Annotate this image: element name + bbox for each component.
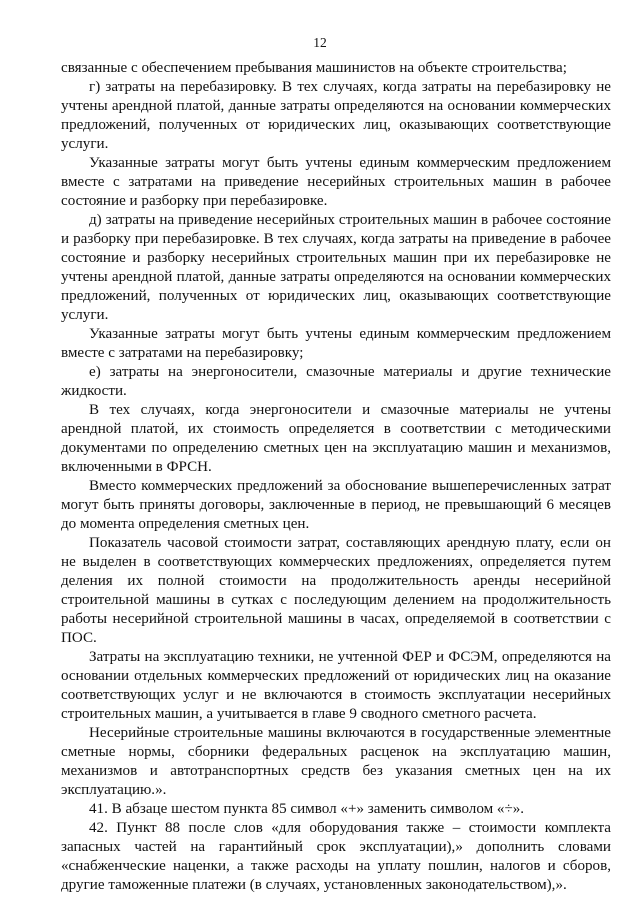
- page-number: 12: [313, 35, 327, 50]
- paragraph-non-serial-machines: Несерийные строительные машины включаются в государственные элементные сметные нормы, сборники федеральных расценок на эксплуатацию машин, механизмов и автотранспортных средств без указания сметных цен на их эксплуатацию.».: [61, 725, 611, 798]
- paragraph-continuation: связанные с обеспечением пребывания машинистов на объекте строительства;: [61, 60, 567, 76]
- paragraph-item-d-working-state-costs: д) затраты на приведение несерийных строительных машин в рабочее состояние и разборку при перебазировке. В тех случаях, когда затраты на приведение в рабочее состояние и разборку несерийных строительных машин при их перебазировке не учтены арендной платой, данные затраты определяются на основании коммерческих предложений, полученных от юридических лиц, оказывающих соответствующие услуги.: [61, 212, 611, 323]
- paragraph-hourly-cost: Показатель часовой стоимости затрат, составляющих арендную плату, если он не выделен в соответствующих коммерческих предложениях, определяется путем деления их полной стоимости на продолжительность аренды несерийной строительной машины в сутках с последующим делением на продолжительность работы несерийной строительной машины в часах, определяемой в соответствии с ПОС.: [61, 535, 611, 646]
- paragraph-note-combined-offer-relocation: Указанные затраты могут быть учтены единым коммерческим предложением вместе с затратами на перебазировку;: [61, 326, 611, 361]
- paragraph-item-41: 41. В абзаце шестом пункта 85 символ «+» заменить символом «÷».: [89, 801, 525, 817]
- paragraph-item-42: 42. Пункт 88 после слов «для оборудования также – стоимости комплекта запасных частей на гарантийный срок эксплуатации),» дополнить словами «снабженческие наценки, а также расходы на уплату пошлин, налогов и сборов, другие таможенные платежи (в случаях, установленных законодательством),».: [61, 820, 611, 893]
- document-body: [61, 59, 611, 895]
- paragraph-item-g-relocation-costs: г) затраты на перебазировку. В тех случаях, когда затраты на перебазировку не учтены арендной платой, данные затраты определяются на основании коммерческих предложений, полученных от юридических лиц, оказывающих соответствующие услуги.: [61, 79, 611, 152]
- paragraph-item-e-energy-costs: е) затраты на энергоносители, смазочные материалы и другие технические жидкости.: [61, 364, 611, 399]
- paragraph-energy-not-included: В тех случаях, когда энергоносители и смазочные материалы не учтены арендной платой, их стоимость определяется в соответствии с методическими документами по определению сметных цен на эксплуатацию машин и механизмов, включенными в ФРСН.: [61, 402, 611, 475]
- paragraph-contracts-instead: Вместо коммерческих предложений за обоснование вышеперечисленных затрат могут быть приняты договоры, заключенные в период, не превышающий 6 месяцев до момента определения сметных цен.: [61, 478, 611, 532]
- paragraph-note-combined-offer: Указанные затраты могут быть учтены единым коммерческим предложением вместе с затратами на приведение несерийных строительных машин в рабочее состояние и разборку при перебазировке.: [61, 155, 611, 209]
- paragraph-equipment-operation: Затраты на эксплуатацию техники, не учтенной ФЕР и ФСЭМ, определяются на основании отдельных коммерческих предложений от юридических лиц на оказание соответствующих услуг и не включаются в стоимость эксплуатации несерийных строительных машин, а учитывается в главе 9 сводного сметного расчета.: [61, 649, 611, 722]
